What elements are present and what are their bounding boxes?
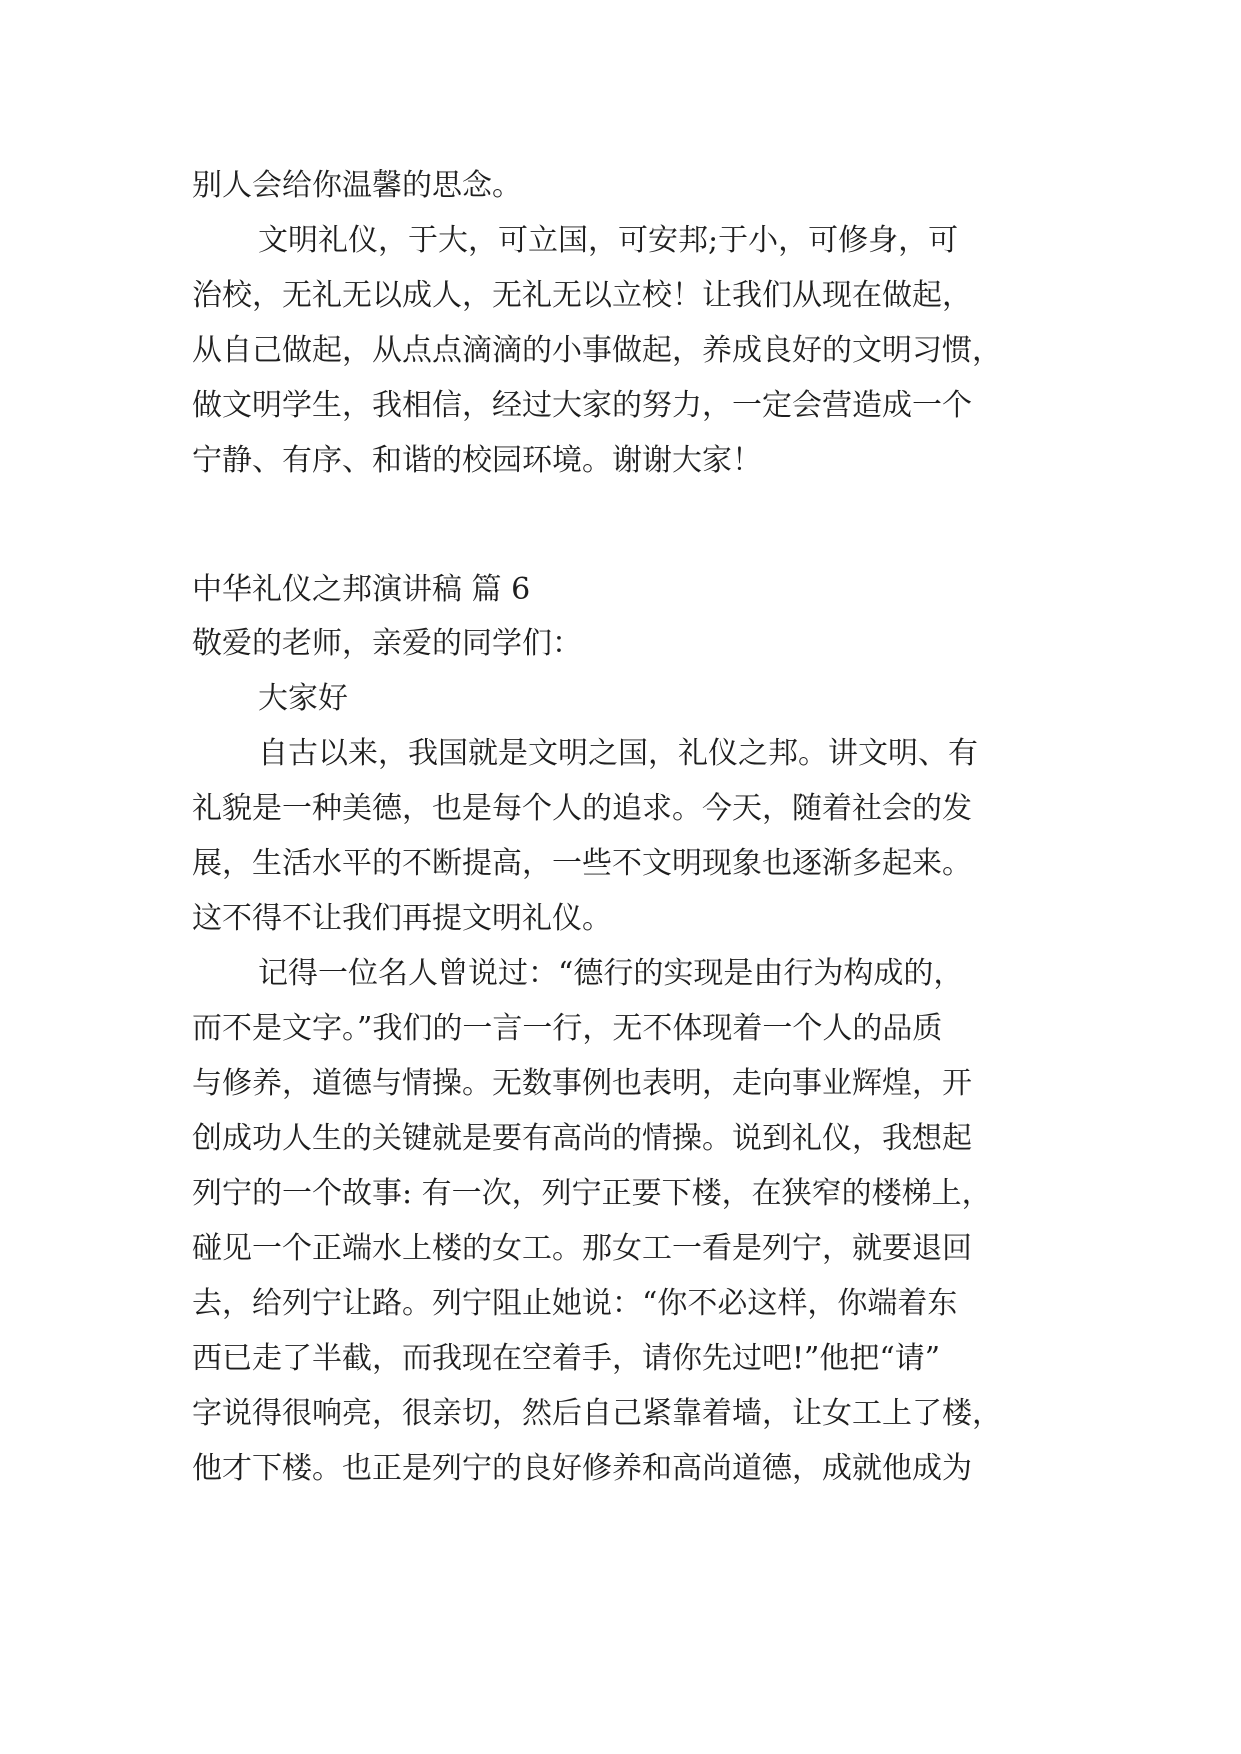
text-line: 去，给列宁让路。列宁阻止她说：“你不必这样，你端着东 [192, 1286, 958, 1321]
text-line: 这不得不让我们再提文明礼仪。 [192, 901, 612, 936]
text-line: 西已走了半截，而我现在空着手，请你先过吧!”他把“请” [192, 1341, 941, 1376]
text-line: 从自己做起，从点点滴滴的小事做起，养成良好的文明习惯， [192, 333, 1002, 368]
text-line: 礼貌是一种美德，也是每个人的追求。今天，随着社会的发 [192, 791, 972, 826]
text-line: 文明礼仪，于大，可立国，可安邦;于小，可修身，可 [258, 223, 959, 258]
text-line: 记得一位名人曾说过：“德行的实现是由行为构成的， [258, 956, 964, 991]
greeting: 大家好 [258, 681, 348, 716]
text-line: 字说得很响亮，很亲切，然后自己紧靠着墙，让女工上了楼， [192, 1396, 1002, 1431]
text-line: 而不是文字。”我们的一言一行，无不体现着一个人的品质 [192, 1011, 943, 1046]
text-line: 与修养，道德与情操。无数事例也表明，走向事业辉煌，开 [192, 1066, 972, 1101]
text-line: 列宁的一个故事: 有一次，列宁正要下楼，在狭窄的楼梯上， [192, 1176, 992, 1211]
text-line: 展，生活水平的不断提高，一些不文明现象也逐渐多起来。 [192, 846, 972, 881]
text-line: 他才下楼。也正是列宁的良好修养和高尚道德，成就他成为 [192, 1451, 972, 1486]
text-line: 治校，无礼无以成人，无礼无以立校！让我们从现在做起， [192, 278, 972, 313]
text-line: 别人会给你温馨的思念。 [192, 168, 522, 203]
text-line: 宁静、有序、和谐的校园环境。谢谢大家！ [192, 443, 762, 478]
text-line: 碰见一个正端水上楼的女工。那女工一看是列宁，就要退回 [192, 1231, 972, 1266]
section-heading: 中华礼仪之邦演讲稿 篇 6 [192, 572, 531, 607]
text-line: 自古以来，我国就是文明之国，礼仪之邦。讲文明、有 [258, 736, 978, 771]
salutation: 敬爱的老师，亲爱的同学们： [192, 626, 582, 661]
text-line: 做文明学生，我相信，经过大家的努力，一定会营造成一个 [192, 388, 972, 423]
text-line: 创成功人生的关键就是要有高尚的情操。说到礼仪，我想起 [192, 1121, 972, 1156]
